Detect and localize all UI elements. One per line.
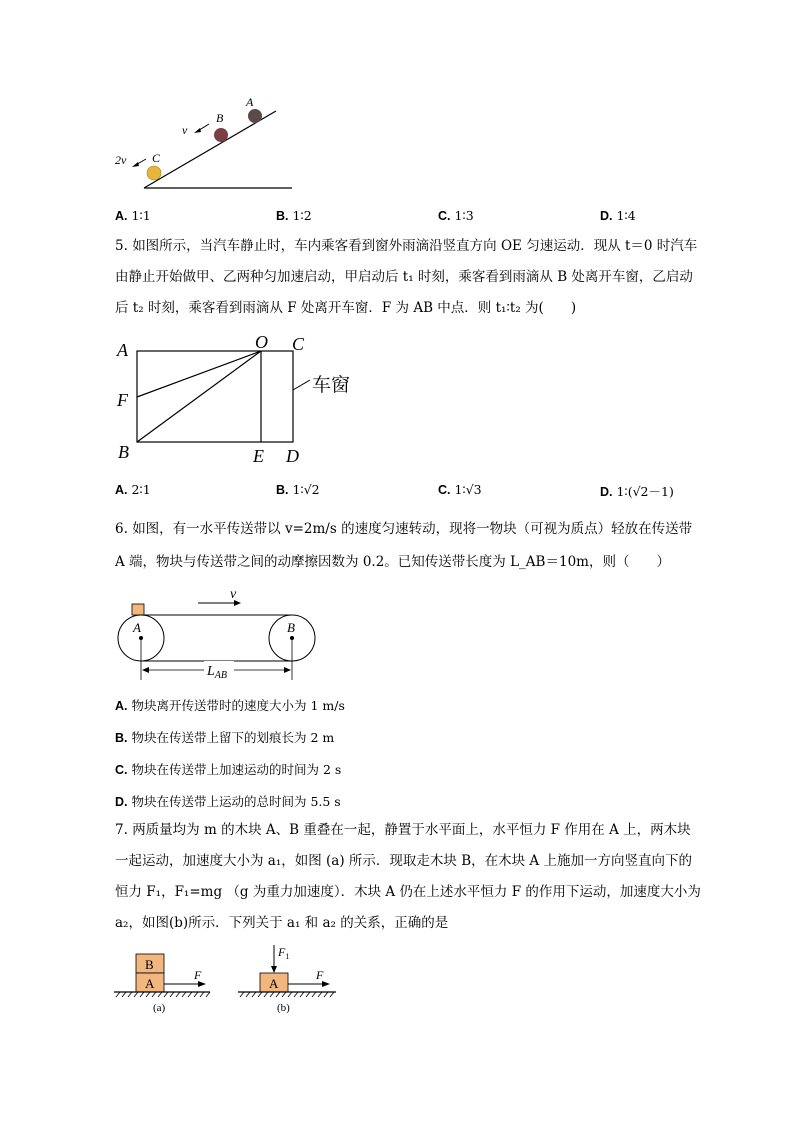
incline-figure: [110, 92, 310, 197]
caption-a: (a): [153, 1002, 166, 1014]
blocks-figure: [110, 942, 350, 1022]
label-o: O: [255, 332, 268, 352]
ball-b-label: B: [216, 111, 224, 125]
ball-a-label: A: [246, 95, 254, 109]
q4-option-d[interactable]: D. 1∶4: [600, 208, 636, 223]
label-a: A: [117, 340, 128, 360]
block-a-b-label: A: [269, 976, 279, 991]
label-window: 车窗: [312, 374, 351, 396]
ball-b: [214, 128, 228, 142]
q4-option-c[interactable]: C. 1∶3: [438, 208, 474, 223]
q6-option-d[interactable]: D. 物块在传送带上运动的总时间为 5.5 s: [115, 794, 341, 809]
force-f-a-label: F: [194, 968, 202, 982]
block-b-a-label: B: [145, 957, 154, 972]
q4-option-b[interactable]: B. 1∶2: [276, 208, 312, 223]
length-label: $L_{AB}$: [207, 664, 228, 681]
pulley-a-label: A: [133, 620, 141, 635]
q6-line-1: 如图，有一水平传送带以 v=2m/s 的速度匀速转动，现将一物块（可视为质点）轻放在传送带: [132, 521, 693, 537]
window-pointer: [293, 380, 310, 390]
q5-option-a[interactable]: A. 2∶1: [115, 482, 151, 497]
q7-line-3: 恒力 F₁，F₁=mg （g 为重力加速度）．木块 A 仍在上述水平恒力 F 的作用下运动，加速度大小为: [115, 884, 701, 900]
label-f: F: [117, 390, 128, 410]
label-d: D: [286, 446, 299, 466]
line-ob: [137, 351, 261, 442]
block-a-a-label: A: [145, 976, 155, 991]
q5-line-2: 由静止开始做甲、乙两种匀加速启动，甲启动后 t₁ 时刻，乘客看到雨滴从 B 处离开车窗，乙启动: [115, 269, 693, 285]
q5-number: 5.: [115, 238, 128, 254]
q5-stem: [115, 231, 705, 324]
force-f1-label: $F_1$: [278, 945, 290, 961]
q6-option-b[interactable]: B. 物块在传送带上留下的划痕长为 2 m: [115, 730, 335, 745]
q5-option-c[interactable]: C. 1∶√3: [438, 482, 482, 497]
pulley-b-label: B: [287, 620, 295, 635]
q6-stem: [115, 513, 705, 579]
q7-stem: [115, 815, 705, 939]
car-window-figure: [112, 330, 372, 470]
q6-number: 6.: [115, 521, 128, 537]
v-label: v: [182, 123, 188, 137]
caption-b: (b): [277, 1002, 290, 1014]
velocity-label: v: [230, 587, 237, 602]
label-c: C: [292, 334, 305, 354]
q6-line-2: A 端，物块与传送带之间的动摩擦因数为 0.2。已知传送带长度为 L_AB＝10m，则（ ）: [115, 554, 670, 570]
window-frame: [137, 351, 293, 442]
label-b: B: [118, 442, 129, 462]
conveyor-figure: [112, 584, 322, 684]
q5-line-1: 如图所示，当汽车静止时，车内乘客看到窗外雨滴沿竖直方向 OE 匀速运动．现从 t＝0 时汽车: [132, 238, 698, 254]
two-v-label: 2v: [115, 153, 127, 167]
q7-line-4: a₂，如图(b)所示．下列关于 a₁ 和 a₂ 的关系，正确的是: [115, 915, 449, 931]
q5-line-3: 后 t₂ 时刻，乘客看到雨滴从 F 处离开车窗．F 为 AB 中点．则 t₁∶t₂ 为( ): [115, 300, 577, 316]
line-of: [137, 351, 261, 397]
q6-option-c[interactable]: C. 物块在传送带上加速运动的时间为 2 s: [115, 762, 342, 777]
q5-option-d[interactable]: D. 1∶(√2－1): [600, 484, 674, 499]
ball-c: [147, 166, 161, 180]
q4-option-a[interactable]: A. 1∶1: [115, 208, 151, 223]
ball-a: [248, 109, 262, 123]
block-on-belt: [132, 604, 144, 615]
q6-option-a[interactable]: A. 物块离开传送带时的速度大小为 1 m/s: [115, 698, 345, 713]
force-f-b-label: F: [316, 968, 324, 982]
label-e: E: [253, 446, 264, 466]
q7-line-1: 两质量均为 m 的木块 A、B 重叠在一起，静置于水平面上，水平恒力 F 作用在 A 上，两木块: [132, 822, 691, 838]
q7-line-2: 一起运动，加速度大小为 a₁，如图 (a) 所示．现取走木块 B，在木块 A 上施加一方向竖直向下的: [115, 853, 692, 869]
q5-option-b[interactable]: B. 1∶√2: [276, 482, 320, 497]
ball-c-label: C: [152, 151, 161, 165]
q7-number: 7.: [115, 822, 128, 838]
